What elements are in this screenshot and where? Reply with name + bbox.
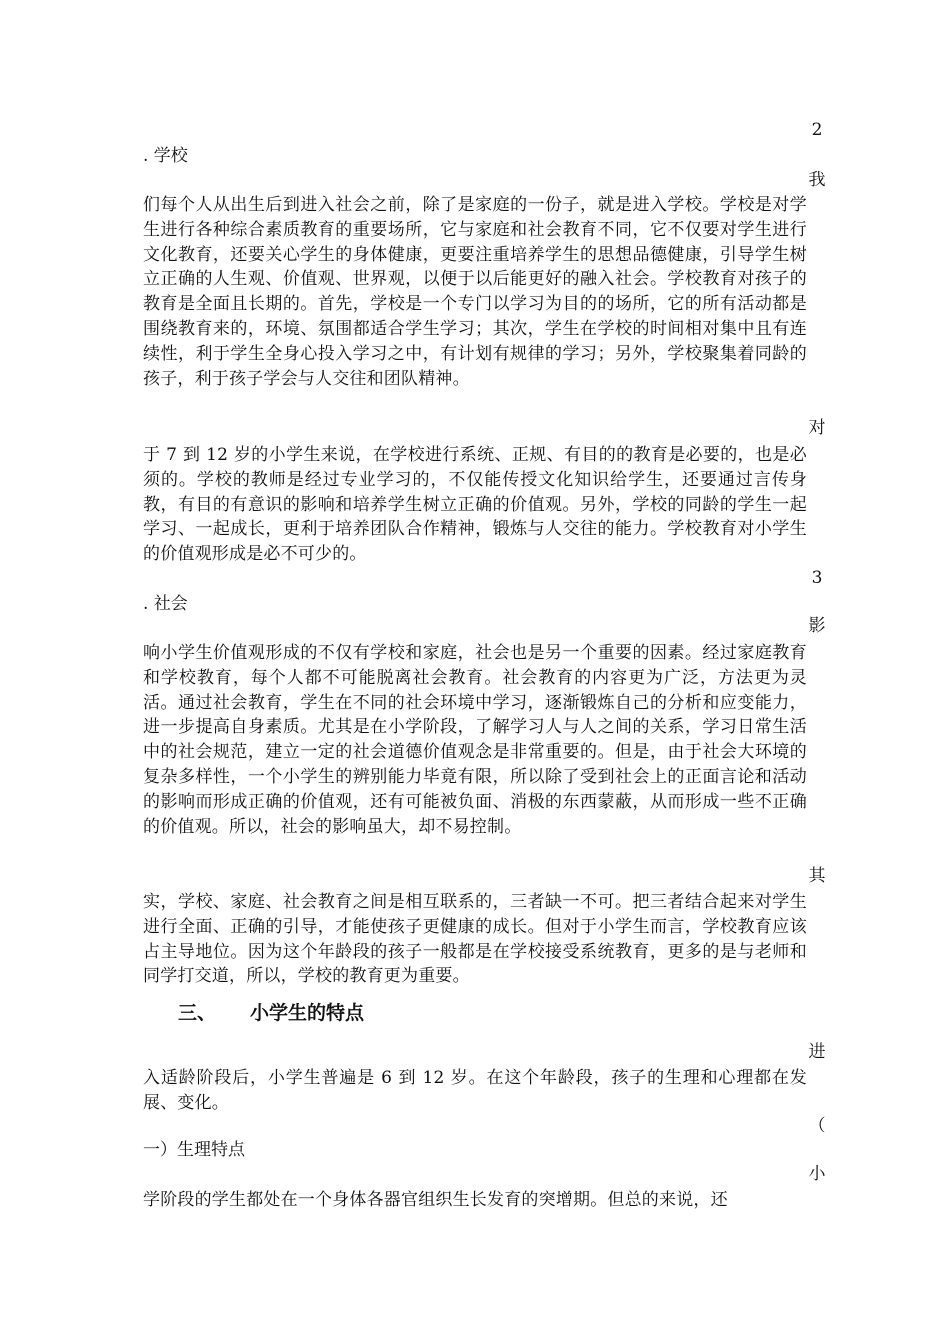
paragraph-physiology: 学阶段的学生都处在一个身体各器官组织生长发育的突增期。但总的来说，还 <box>143 1190 728 1210</box>
paragraph-characteristics-intro: 入适龄阶段后，小学生普遍是 6 到 12 岁。在这个年龄段，孩子的生理和心理都在发展、变化。 <box>143 1068 807 1113</box>
margin-char-wo: 我 <box>808 170 826 190</box>
margin-char-paren: （ <box>808 1116 826 1136</box>
margin-char-ying: 影 <box>808 616 826 636</box>
margin-char-2: 2 <box>811 120 823 140</box>
margin-char-xiao: 小 <box>808 1164 826 1184</box>
section-title-text: 小学生的特点 <box>250 1002 365 1024</box>
paragraph-conclusion: 实，学校、家庭、社会教育之间是相互联系的，三者缺一不可。把三者结合起来对学生进行全面、正确的引导，才能使孩子更健康的成长。但对于小学生而言，学校教育应该占主导地位。因为这个年龄段的孩子一般都是在学校接受系统教育，更多的是与老师和同学打交道，所以，学校的教育更为重要。 <box>143 892 807 987</box>
heading-school: . 学校 <box>143 146 188 166</box>
heading-society: . 社会 <box>143 594 188 614</box>
section-number: 三、 <box>178 1002 217 1024</box>
margin-char-3: 3 <box>811 568 823 588</box>
heading-physiology: 一）生理特点 <box>143 1140 245 1160</box>
paragraph-school: 们每个人从出生后到进入社会之前，除了是家庭的一份子，就是进入学校。学校是对学生进行各种综合素质教育的重要场所，它与家庭和社会教育不同，它不仅要对学生进行文化教育，还要关心学生的身体健康，更要注重培养学生的思想品德健康，引导学生树立正确的人生观、价值观、世界观，以便于以后能更好的融入社会。学校教育对孩子的教育是全面且长期的。首先，学校是一个专门以学习为目的的场所，它的所有活动都是围绕教育来的，环境、氛围都适合学生学习；其次，学生在学校的时间相对集中且有连续性，利于学生全身心投入学习之中，有计划有规律的学习；另外，学校聚集着同龄的孩子，利于孩子学会与人交往和团队精神。 <box>143 195 807 389</box>
section-title <box>178 1000 364 1026</box>
paragraph-school-age: 于 7 到 12 岁的小学生来说，在学校进行系统、正规、有目的的教育是必要的，也是必须的。学校的教师是经过专业学习的，不仅能传授文化知识给学生，还要通过言传身教，有目的有意识的影响和培养学生树立正确的价值观。另外，学校的同龄的学生一起学习、一起成长，更利于培养团队合作精神，锻炼与人交往的能力。学校教育对小学生的价值观形成是必不可少的。 <box>143 445 807 565</box>
margin-char-jin: 进 <box>808 1042 826 1062</box>
margin-char-dui: 对 <box>808 418 826 438</box>
paragraph-society: 响小学生价值观形成的不仅有学校和家庭，社会也是另一个重要的因素。经过家庭教育和学校教育，每个人都不可能脱离社会教育。社会教育的内容更为广泛，方法更为灵活。通过社会教育，学生在不同的社会环境中学习，逐渐锻炼自己的分析和应变能力，进一步提高自身素质。尤其是在小学阶段，了解学习人与人之间的关系，学习日常生活中的社会规范，建立一定的社会道德价值观念是非常重要的。但是，由于社会大环境的复杂多样性，一个小学生的辨别能力毕竟有限，所以除了受到社会上的正面言论和活动的影响而形成正确的价值观，还有可能被负面、消极的东西蒙蔽，从而形成一些不正确的价值观。所以，社会的影响虽大，却不易控制。 <box>143 643 807 837</box>
margin-char-qi: 其 <box>808 866 826 886</box>
